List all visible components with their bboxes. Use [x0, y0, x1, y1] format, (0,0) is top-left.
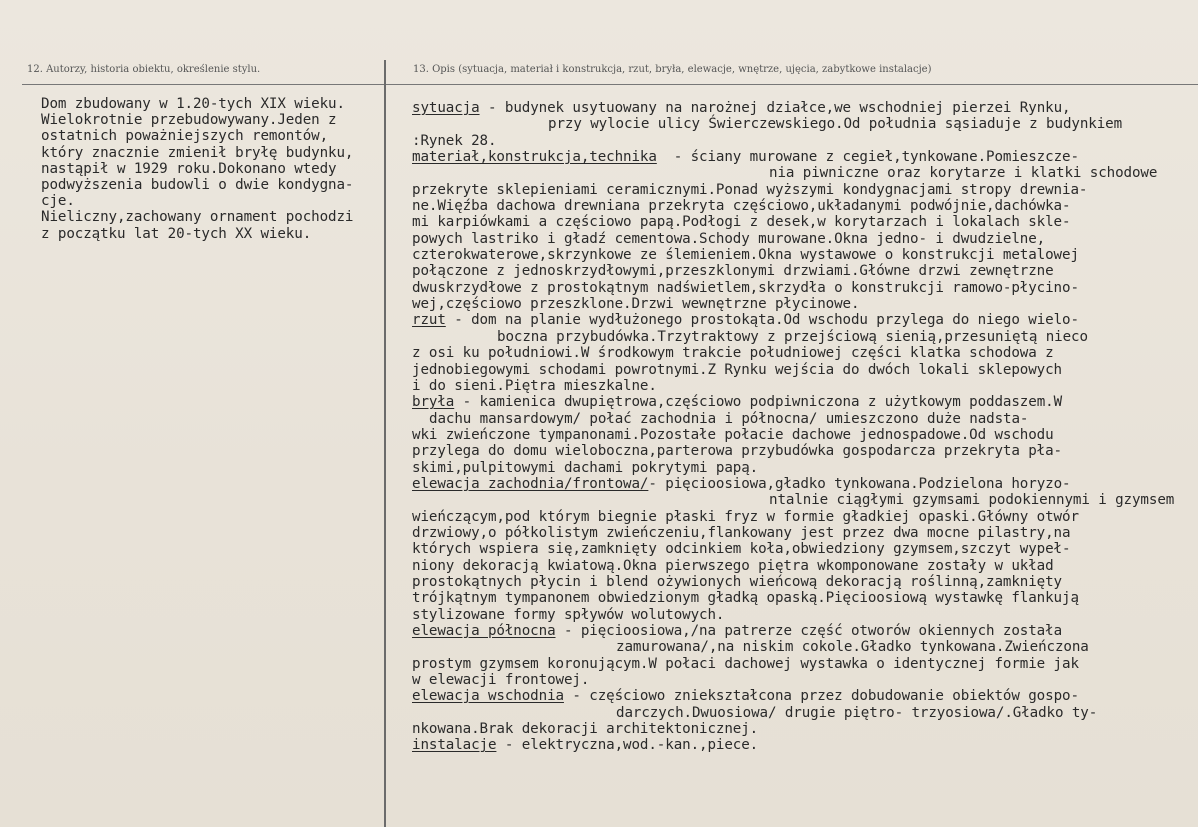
text-line — [412, 214, 1198, 230]
text-line — [412, 672, 1198, 688]
line-text: - pięcioosiowa,/na patrerze część otworów okiennych została — [555, 623, 1063, 639]
text-line — [412, 492, 1198, 508]
text-line — [412, 705, 1198, 721]
line-text: nia piwniczne oraz korytarze i klatki schodowe — [769, 165, 1158, 182]
text-line: Dom zbudowany w 1.20-tych XIX wieku. — [41, 96, 345, 112]
text-line — [412, 231, 1198, 247]
line-text: zamurowana/,na niskim cokole.Gładko tynkowana.Zwieńczona — [616, 639, 1089, 656]
line-text: których wspiera się,zamknięty odcinkiem koła,obwiedziony gzymsem,szczyt wypeł- — [412, 541, 1071, 558]
text-line — [412, 362, 1198, 378]
text-line: z początku lat 20-tych XX wieku. — [41, 225, 312, 242]
section-label: instalacje — [412, 737, 497, 754]
text-line — [412, 590, 1198, 606]
line-text: - budynek usytuowany na narożnej działce,we wschodniej pierzei Rynku, — [479, 100, 1071, 116]
line-text: jednobiegowymi schodami powrotnymi.Z Rynku wejścia do dwóch lokali sklepowych — [412, 361, 1063, 378]
text-line: ostatnich poważniejszych remontów, — [41, 128, 329, 145]
line-text: dwuskrzydłowe z prostokątnym nadświetlem,skrzydła o konstrukcji ramowo-płycino- — [412, 279, 1079, 296]
text-line — [412, 149, 1198, 165]
line-text: :Rynek 28. — [412, 132, 497, 149]
line-text: z osi ku południowi.W środkowym trakcie południowej części klatka schodowa z — [412, 345, 1054, 362]
text-line — [412, 182, 1198, 198]
line-text: ne.Więźba dachowa drewniana przekryta częściowo,układanymi podwójnie,dachówka- — [412, 198, 1071, 215]
section-label: elewacja wschodnia — [412, 688, 564, 705]
text-line — [412, 263, 1198, 279]
line-text: - ściany murowane z cegieł,tynkowane.Pomieszcze- — [656, 149, 1079, 166]
text-line — [412, 427, 1198, 443]
column-divider — [384, 60, 386, 827]
text-line — [412, 100, 1198, 116]
line-text: i do sieni.Piętra mieszkalne. — [412, 377, 657, 394]
section-label: materiał,konstrukcja,technika — [412, 149, 657, 166]
text-line — [412, 460, 1198, 476]
line-text: - pięcioosiowa,gładko tynkowana.Podzielona horyzo- — [648, 475, 1071, 492]
section-label: elewacja północna — [412, 623, 556, 639]
text-line — [412, 247, 1198, 263]
text-line — [412, 656, 1198, 672]
line-text: przylega do domu wieloboczna,parterowa przybudówka gospodarcza przekryta pła- — [412, 443, 1063, 460]
text-line: Nieliczny,zachowany ornament pochodzi — [41, 209, 354, 226]
text-line — [412, 280, 1198, 296]
line-text: nkowana.Brak dekoracji architektonicznej. — [412, 721, 759, 738]
line-text: przekryte sklepieniami ceramicznymi.Ponad wyższymi kondygnacjami stropy drewnia- — [412, 181, 1088, 198]
text-line — [412, 737, 1198, 753]
text-line — [412, 411, 1198, 427]
line-text: - dom na planie wydłużonego prostokąta.Od wschodu przylega do niego wielo- — [445, 312, 1079, 329]
line-text: stylizowane formy spływów wolutowych. — [412, 606, 725, 623]
line-text: drzwiowy,o półkolistym zwieńczeniu,flankowany jest przez dwa mocne pilastry,na — [412, 524, 1071, 541]
line-text: mi karpiówkami a częściowo papą.Podłogi z desek,w korytarzach i lokalach skle- — [412, 214, 1071, 231]
line-text: trójkątnym tympanonem obwiedzionym gładką opaską.Pięcioosiową wystawkę flankują — [412, 590, 1079, 607]
line-text: wieńczącym,pod którym biegnie płaski fryz w formie gładkiej opaski.Główny otwór — [412, 508, 1079, 525]
text-line — [412, 312, 1198, 328]
line-text: połączone z jednoskrzydłowymi,przeszklonymi drzwiami.Główne drzwi zewnętrzne — [412, 263, 1054, 280]
line-text: - elektryczna,wod.-kan.,piece. — [496, 737, 759, 754]
text-line — [412, 623, 1198, 639]
text-line — [412, 378, 1198, 394]
line-text: powych lastriko i gładź cementowa.Schody murowane.Okna jedno- i dwudzielne, — [412, 230, 1046, 247]
text-line: podwyższenia budowli o dwie kondygna- — [41, 177, 354, 194]
text-line — [412, 165, 1198, 181]
text-line — [412, 541, 1198, 557]
section-13-header: 13. Opis (sytuacja, materiał i konstrukcja, rzut, bryła, elewacje, wnętrze, ujęcia, zabytkowe instalacje) — [413, 64, 932, 75]
text-line — [412, 198, 1198, 214]
text-line: Wielokrotnie przebudowywany.Jeden z — [41, 112, 337, 129]
section-label: sytuacja — [412, 100, 480, 116]
text-line — [412, 133, 1198, 149]
description-text — [412, 100, 1198, 754]
line-text: prostokątnych płycin i blend ożywionych wieńcową dekoracją roślinną,zamknięty — [412, 573, 1063, 590]
line-text: darczych.Dwuosiowa/ drugie piętro- trzyosiowa/.Gładko ty- — [616, 704, 1098, 721]
text-line — [412, 639, 1198, 655]
line-text: dachu mansardowym/ połać zachodnia i północna/ umieszczono duże nadsta- — [429, 410, 1029, 427]
text-line — [412, 345, 1198, 361]
line-text: ntalnie ciągłymi gzymsami podokiennymi i gzymsem — [769, 492, 1175, 509]
line-text: niony dekoracją kwiatową.Okna pierwszego piętra wkomponowane zostały w układ — [412, 557, 1054, 574]
text-line — [412, 329, 1198, 345]
text-line — [412, 688, 1198, 704]
text-line — [412, 476, 1198, 492]
line-text: - kamienica dwupiętrowa,częściowo podpiwniczona z użytkowym poddaszem.W — [454, 394, 1063, 411]
text-line — [412, 116, 1198, 132]
section-label: bryła — [412, 394, 455, 411]
text-line — [412, 574, 1198, 590]
text-line — [412, 443, 1198, 459]
line-text: przy wylocie ulicy Świerczewskiego.Od południa sąsiaduje z budynkiem — [548, 116, 1123, 133]
section-label: elewacja zachodnia/frontowa/ — [412, 475, 649, 492]
line-text: wki zwieńczone tympanonami.Pozostałe połacie dachowe jednospadowe.Od wschodu — [412, 426, 1054, 443]
line-text: skimi,pulpitowymi dachami pokrytymi papą. — [412, 459, 759, 476]
text-line: cje. — [41, 193, 75, 210]
authors-history-text — [41, 96, 381, 242]
line-text: czterokwaterowe,skrzynkowe ze ślemieniem.Okna wystawowe o konstrukcji metalowej — [412, 247, 1079, 264]
text-line — [412, 721, 1198, 737]
line-text: - częściowo zniekształcona przez dobudowanie obiektów gospo- — [563, 688, 1079, 705]
text-line — [412, 525, 1198, 541]
line-text: prostym gzymsem koronującym.W połaci dachowej wystawka o identycznej formie jak — [412, 655, 1079, 672]
line-text: w elewacji frontowej. — [412, 672, 590, 689]
text-line: który znacznie zmienił bryłę budynku, — [41, 144, 354, 161]
text-line — [412, 394, 1198, 410]
text-line — [412, 607, 1198, 623]
line-text: wej,częściowo przeszklone.Drzwi wewnętrzne płycinowe. — [412, 296, 860, 313]
text-line — [412, 509, 1198, 525]
section-12-header: 12. Autorzy, historia obiektu, określenie stylu. — [27, 64, 261, 75]
line-text: boczna przybudówka.Trzytraktowy z przejściową sienią,przesuniętą nieco — [497, 328, 1088, 345]
section-label: rzut — [412, 312, 446, 329]
text-line — [412, 558, 1198, 574]
text-line — [412, 296, 1198, 312]
text-line: nastąpił w 1929 roku.Dokonano wtedy — [41, 160, 337, 177]
header-divider — [22, 84, 1198, 85]
